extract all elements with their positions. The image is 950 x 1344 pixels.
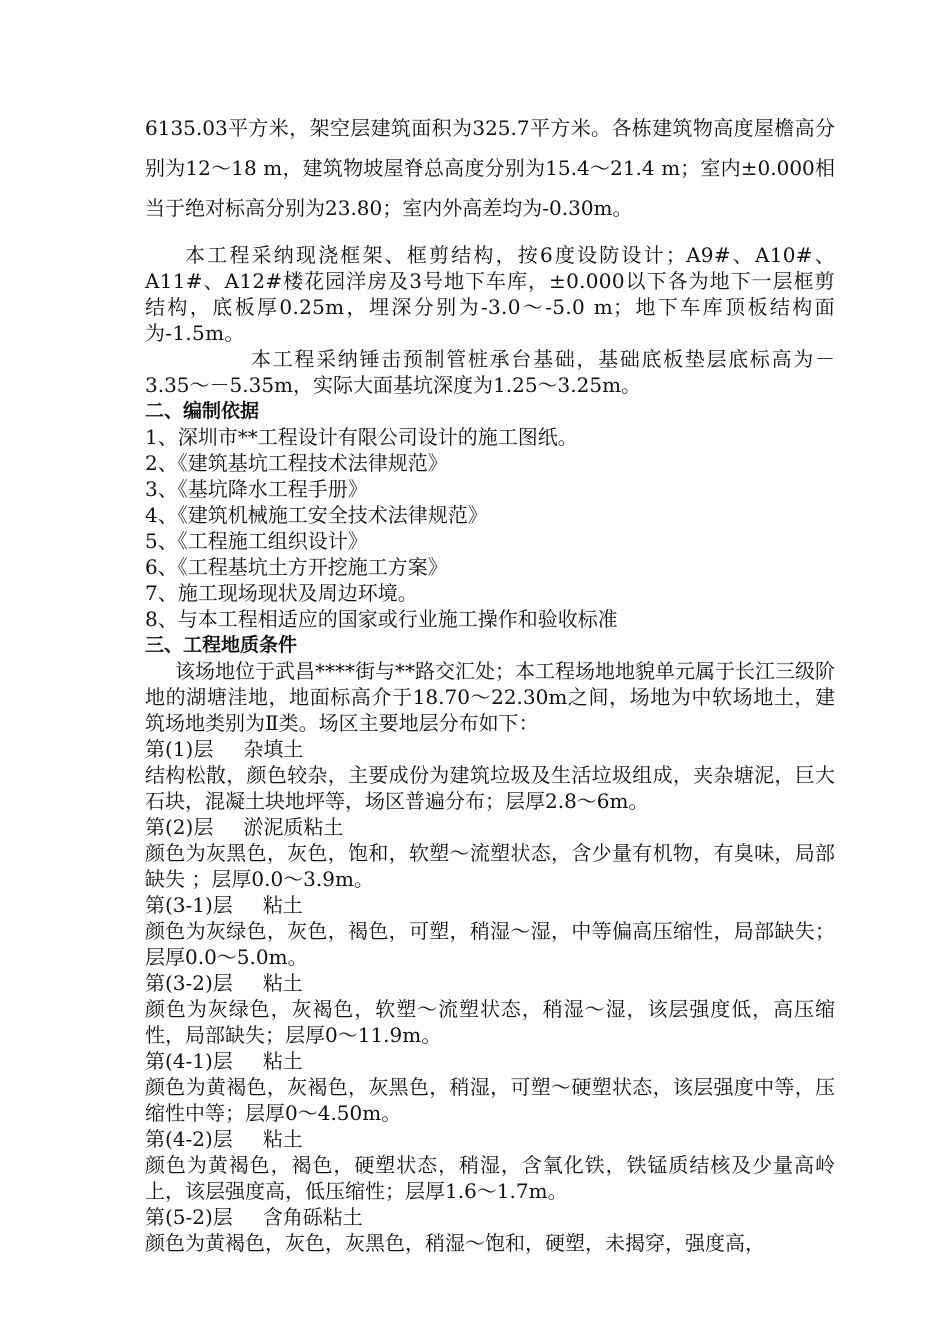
basis-item: 7、施工现场现状及周边环境。 xyxy=(145,581,418,605)
layer-description: 颜色为黄褐色，褐色，硬塑状态，稍湿，含氧化铁，铁锰质结核及少量高岭上，该层强度高，低压缩性；层厚1.6～1.7m。 xyxy=(145,1153,835,1203)
basis-item: 1、深圳市**工程设计有限公司设计的施工图纸。 xyxy=(145,425,578,449)
basis-list xyxy=(145,424,835,632)
layer-description: 颜色为黄褐色，灰色，灰黑色，稍湿～饱和，硬塑，未揭穿，强度高， xyxy=(145,1231,765,1255)
layer-description: 颜色为黄褐色，灰褐色，灰黑色，稍湿，可塑～硬塑状态，该层强度中等，压缩性中等；层厚0～4.50m。 xyxy=(145,1075,835,1125)
layer-name: 粘土 xyxy=(262,1049,303,1073)
layer-name: 粘土 xyxy=(262,1127,303,1151)
layer-heading xyxy=(145,1048,835,1074)
layer-label: 第(3-2)层 xyxy=(145,971,233,995)
layer-name: 淤泥质粘土 xyxy=(243,815,344,839)
basis-item: 4、《建筑机械施工安全技术法律规范》 xyxy=(145,503,488,527)
layer-label: 第(1)层 xyxy=(145,737,214,761)
layer-description: 结构松散，颜色较杂，主要成份为建筑垃圾及生活垃圾组成，夹杂塘泥，巨大石块，混凝土块地坪等，场区普遍分布；层厚2.8～6m。 xyxy=(145,763,835,813)
layer-label: 第(5-2)层 xyxy=(145,1205,233,1229)
layer-name: 粘土 xyxy=(262,971,303,995)
layer-label: 第(2)层 xyxy=(145,815,214,839)
layer-label: 第(3-1)层 xyxy=(145,893,233,917)
basis-item: 5、《工程施工组织设计》 xyxy=(145,529,368,553)
layer-heading xyxy=(145,1204,835,1230)
section-2-title: 二、编制依据 xyxy=(145,400,260,422)
layer-heading xyxy=(145,970,835,996)
layer-description: 颜色为灰绿色，灰色，褐色，可塑，稍湿～湿，中等偏高压缩性，局部缺失；层厚0.0～5.0m。 xyxy=(145,919,835,969)
layer-description: 颜色为灰黑色，灰色，饱和，软塑～流塑状态，含少量有机物，有臭味，局部缺失 ；层厚0.0～3.9m。 xyxy=(145,841,835,891)
layer-label: 第(4-2)层 xyxy=(145,1127,233,1151)
layer-list xyxy=(145,736,835,1256)
section-3-title: 三、工程地质条件 xyxy=(145,634,298,656)
intro-paragraph-2: 本工程采纳现浇框架、框剪结构，按6度设防设计；A9#、A10#、A11#、A12#楼花园洋房及3号地下车库，±0.000以下各为地下一层框剪结构，底板厚0.25m，埋深分别为-3.0～-5.0 m；地下车库顶板结构面为-1.5m。 xyxy=(145,243,835,345)
basis-item: 6、《工程基坑土方开挖施工方案》 xyxy=(145,555,448,579)
layer-name: 杂填土 xyxy=(243,737,304,761)
basis-item: 2、《建筑基坑工程技术法律规范》 xyxy=(145,451,448,475)
intro-paragraph-1: 6135.03平方米，架空层建筑面积为325.7平方米。各栋建筑物高度屋檐高分别为12～18 m，建筑物坡屋脊总高度分别为15.4～21.4 m；室内±0.000相当于绝对标高分别为23.80；室内外高差均为-0.30m。 xyxy=(145,116,835,220)
layer-name: 含角砾粘土 xyxy=(262,1205,363,1229)
geology-intro: 该场地位于武昌****街与**路交汇处；本工程场地地貌单元属于长江三级阶地的湖塘洼地，地面标高介于18.70～22.30m之间，场地为中软场地土，建筑场地类别为Ⅱ类。场区主要地层分布如下： xyxy=(145,659,835,735)
intro-paragraph-3: 本工程采纳锤击预制管桩承台基础，基础底板垫层底标高为－3.35～－5.35m，实际大面基坑深度为1.25～3.25m。 xyxy=(145,347,835,397)
basis-item: 8、与本工程相适应的国家或行业施工操作和验收标准 xyxy=(145,607,618,631)
layer-label: 第(4-1)层 xyxy=(145,1049,233,1073)
layer-name: 粘土 xyxy=(262,893,303,917)
basis-item: 3、《基坑降水工程手册》 xyxy=(145,477,368,501)
layer-description: 颜色为灰绿色，灰褐色，软塑～流塑状态，稍湿～湿，该层强度低，高压缩性，局部缺失；层厚0～11.9m。 xyxy=(145,997,835,1047)
document-body xyxy=(145,108,835,1256)
layer-heading xyxy=(145,892,835,918)
layer-heading xyxy=(145,736,835,762)
layer-heading xyxy=(145,814,835,840)
layer-heading xyxy=(145,1126,835,1152)
